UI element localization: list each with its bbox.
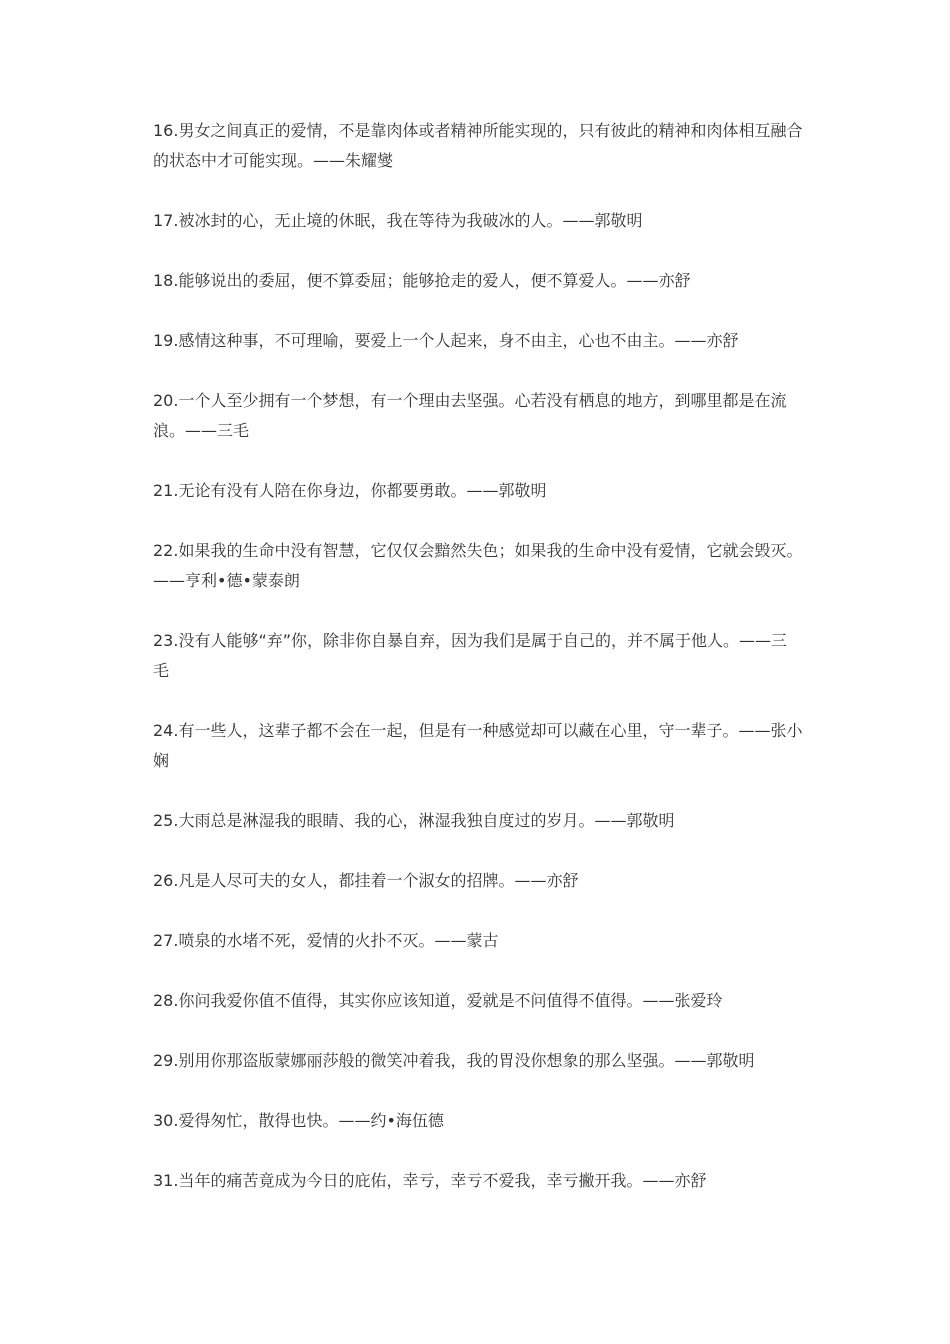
quote-28: 28.你问我爱你值不值得，其实你应该知道，爱就是不问值得不值得。——张爱玲 (153, 991, 723, 1010)
quote-31: 31.当年的痛苦竟成为今日的庇佑，幸亏，幸亏不爱我，幸亏撇开我。——亦舒 (153, 1171, 707, 1190)
quote-29: 29.别用你那盗版蒙娜丽莎般的微笑冲着我，我的胃没你想象的那么坚强。——郭敬明 (153, 1051, 755, 1070)
quote-21: 21.无论有没有人陪在你身边，你都要勇敢。——郭敬明 (153, 481, 547, 500)
quote-24: 24.有一些人，这辈子都不会在一起，但是有一种感觉却可以藏在心里，守一辈子。——张小娴 (153, 721, 803, 770)
quote-20: 20.一个人至少拥有一个梦想，有一个理由去坚强。心若没有栖息的地方，到哪里都是在流浪。——三毛 (153, 391, 787, 440)
quote-26: 26.凡是人尽可夫的女人，都挂着一个淑女的招牌。——亦舒 (153, 871, 579, 890)
quote-22: 22.如果我的生命中没有智慧，它仅仅会黯然失色；如果我的生命中没有爱情，它就会毁灭。——亨利•德•蒙泰朗 (153, 541, 803, 590)
quote-18: 18.能够说出的委屈，便不算委屈；能够抢走的爱人，便不算爱人。——亦舒 (153, 271, 691, 290)
quote-23: 23.没有人能够“弃”你，除非你自暴自弃，因为我们是属于自己的，并不属于他人。——三毛 (153, 631, 788, 680)
quote-25: 25.大雨总是淋湿我的眼睛、我的心，淋湿我独自度过的岁月。——郭敬明 (153, 811, 675, 830)
quote-30: 30.爱得匆忙，散得也快。——约•海伍德 (153, 1111, 444, 1130)
quote-27: 27.喷泉的水堵不死，爱情的火扑不灭。——蒙古 (153, 931, 499, 950)
quote-17: 17.被冰封的心，无止境的休眠，我在等待为我破冰的人。——郭敬明 (153, 211, 643, 230)
quote-16: 16.男女之间真正的爱情，不是靠肉体或者精神所能实现的，只有彼此的精神和肉体相互融合的状态中才可能实现。——朱耀燮 (153, 121, 803, 170)
document-body (153, 116, 803, 1226)
quote-19: 19.感情这种事，不可理喻，要爱上一个人起来，身不由主，心也不由主。——亦舒 (153, 331, 739, 350)
